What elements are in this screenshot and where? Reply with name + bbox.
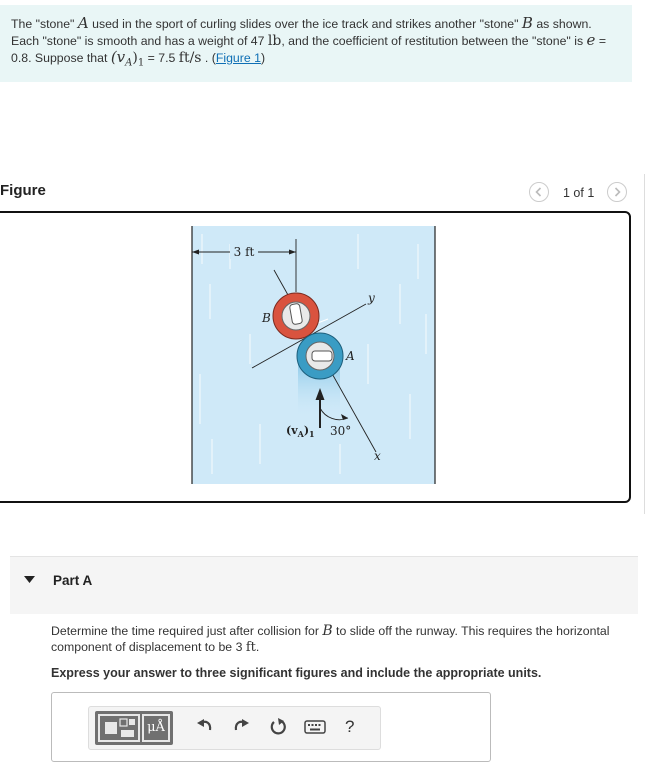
figure-header [0, 180, 648, 204]
chevron-left-icon [534, 187, 544, 197]
collapse-triangle-icon[interactable] [24, 575, 36, 584]
var-v: (v [110, 48, 126, 66]
curling-figure [190, 224, 438, 486]
figure-link[interactable]: Figure 1 [215, 51, 261, 65]
part-a-header[interactable] [10, 556, 638, 614]
label-a: A [346, 349, 355, 363]
stone-b [273, 293, 319, 339]
unit-ft: ft [245, 639, 256, 655]
problem-text: as shown. Each "stone" is smooth and has a weight of 47 [11, 17, 592, 48]
help-button[interactable]: ? [345, 717, 355, 736]
var-v-sub1: 1 [137, 57, 145, 69]
label-b: B [262, 311, 271, 325]
problem-text: used in the sport of curling slides over the ice track and strikes another "stone" [88, 17, 522, 31]
var-b: B [521, 14, 533, 32]
part-a-label: Part A [53, 573, 93, 588]
problem-text: = 7.5 [144, 51, 179, 65]
var-a: A [77, 14, 89, 32]
problem-statement [0, 5, 632, 82]
var-b: B [322, 623, 333, 639]
label-x: x [374, 449, 381, 463]
var-v-sub: A [125, 57, 133, 69]
unit-fts: ft/s [178, 50, 202, 66]
units-button[interactable]: μÅ [142, 714, 170, 742]
toolbar-group [95, 711, 173, 745]
chevron-right-icon [612, 187, 622, 197]
question-part: to slide off the runway. This requires the horizontal component of displacement to be 3 [51, 624, 610, 654]
unit-lb: lb [267, 33, 282, 49]
undo-icon[interactable] [196, 717, 214, 735]
question-part: Determine the time required just after collision for [51, 624, 323, 638]
figure-pager: 1 of 1 [563, 186, 595, 200]
redo-icon[interactable] [232, 717, 250, 735]
label-y: y [368, 291, 375, 305]
instruction-text: Express your answer to three significant figures and include the appropriate units. [51, 666, 542, 680]
problem-text: , and the coefficient of restitution between the "stone" is [281, 34, 587, 48]
problem-text: . ( [201, 51, 216, 65]
prev-figure-button[interactable] [529, 182, 549, 202]
question-text [51, 624, 611, 655]
templates-icon [100, 716, 138, 740]
figure-divider [644, 174, 645, 514]
label-angle: 30° [330, 424, 352, 438]
next-figure-button[interactable] [607, 182, 627, 202]
var-e: e [586, 31, 596, 49]
figure-title: Figure [0, 182, 46, 199]
question-part: . [255, 639, 260, 654]
stone-a [297, 333, 343, 379]
label-velocity: $(v_A)_1$ [286, 424, 315, 439]
problem-text: The "stone" [11, 17, 78, 31]
equation-toolbar [88, 706, 381, 750]
reset-icon[interactable] [269, 717, 287, 735]
problem-text: ) [260, 51, 266, 65]
templates-button[interactable] [98, 714, 140, 742]
dimension-label: 3 ft [233, 245, 255, 259]
var-v-close: ) [132, 50, 138, 66]
problem-text: = 0.8. Suppose that [11, 34, 607, 65]
keyboard-icon[interactable] [304, 720, 326, 734]
